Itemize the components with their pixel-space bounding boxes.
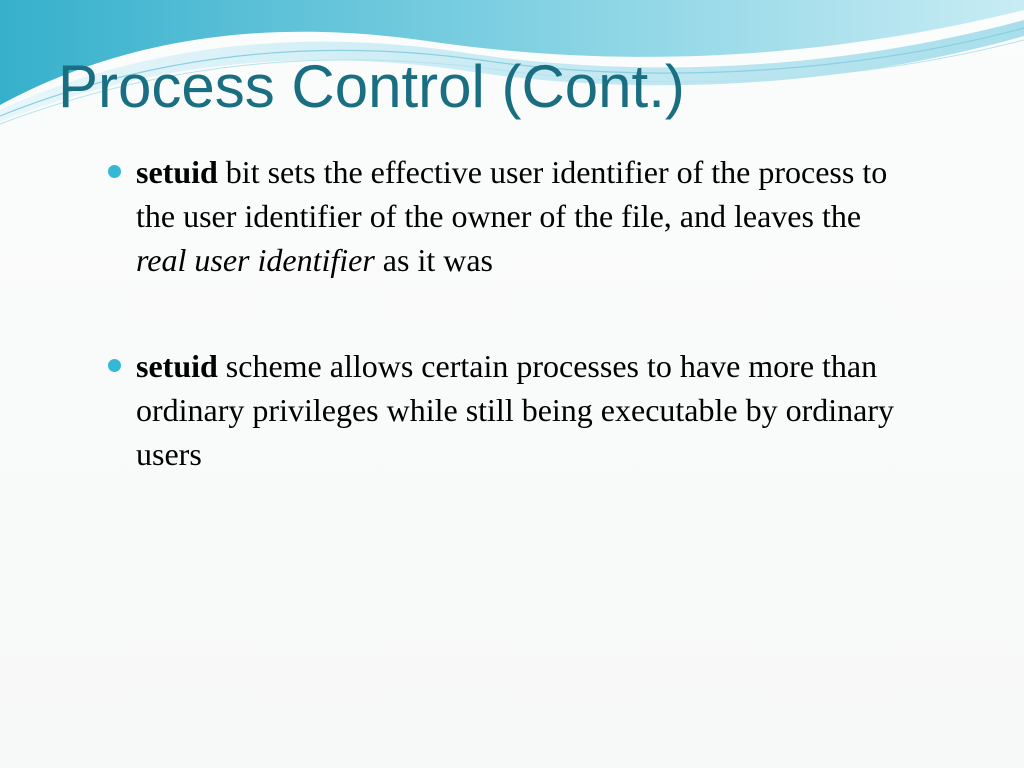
bullet-list bbox=[108, 150, 908, 476]
slide-title: Process Control (Cont.) bbox=[58, 53, 685, 120]
bullet-keyword: setuid bbox=[136, 154, 218, 190]
bullet-item bbox=[108, 150, 908, 282]
bullet-text-end: as it was bbox=[374, 242, 493, 278]
bullet-text: scheme allows certain processes to have more than ordinary privileges while still being executable by ordinary users bbox=[136, 348, 894, 472]
bullet-dot-icon bbox=[108, 165, 121, 178]
bullet-text: bit sets the effective user identifier of the process to the user identifier of the owner of the file, and leaves the bbox=[136, 154, 888, 234]
bullet-dot-icon bbox=[108, 359, 121, 372]
bullet-keyword: setuid bbox=[136, 348, 218, 384]
bullet-italic-term: real user identifier bbox=[136, 242, 375, 278]
bullet-item bbox=[108, 344, 908, 476]
